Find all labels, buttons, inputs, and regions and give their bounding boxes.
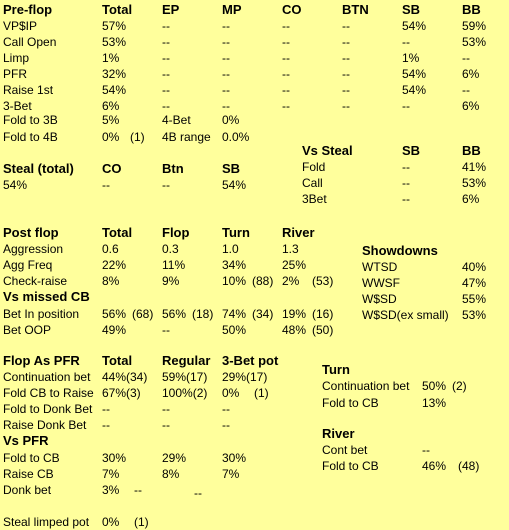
vs-steal-row-label: Call — [302, 176, 323, 190]
bet-oop-river-count: (50) — [312, 323, 334, 337]
preflop-cell: 54% — [402, 67, 427, 81]
preflop-cell: -- — [462, 83, 470, 97]
check-raise-river: 2% — [282, 274, 300, 288]
bet-oop-flop: -- — [162, 323, 170, 337]
preflop-cell: -- — [342, 35, 350, 49]
fold-cb-raise-total-count: (3) — [126, 386, 141, 400]
turn-cbet-label: Continuation bet — [322, 379, 410, 393]
preflop-cell: 32% — [102, 67, 127, 81]
cbet-3bet-count: (17) — [246, 370, 268, 384]
preflop-cell: -- — [222, 67, 230, 81]
preflop-cell: 54% — [402, 19, 427, 33]
bet-ip-flop-count: (18) — [192, 307, 214, 321]
preflop-row-label: Raise 1st — [3, 83, 54, 97]
donk-bet-label: Donk bet — [3, 483, 52, 497]
showdown-label: WWSF — [362, 276, 400, 290]
turn-cbet-value: 50% — [422, 379, 447, 393]
donk-bet-total: 3% — [102, 483, 120, 497]
agg-freq-total: 22% — [102, 258, 127, 272]
preflop-cell: -- — [162, 99, 170, 113]
turn-fold-cb-value: 13% — [422, 396, 447, 410]
bet-oop-river: 48% — [282, 323, 307, 337]
preflop-cell: -- — [342, 51, 350, 65]
turn-title: Turn — [322, 362, 350, 377]
river-cont-bet-value: -- — [422, 443, 430, 457]
preflop-cell: -- — [222, 99, 230, 113]
donk-bet-3bet: -- — [194, 486, 202, 500]
raise-cb-regular: 8% — [162, 467, 180, 481]
preflop-cell: -- — [222, 35, 230, 49]
check-raise-total: 8% — [102, 274, 120, 288]
steal-limped-value: 0% — [102, 515, 120, 529]
preflop-row-label: Limp — [3, 51, 30, 65]
preflop-row-label: VP$IP — [3, 19, 38, 33]
steal-limped-label: Steal limped pot — [3, 515, 90, 529]
check-raise-flop: 9% — [162, 274, 180, 288]
aggression-total: 0.6 — [102, 242, 119, 256]
showdown-label: WTSD — [362, 260, 398, 274]
showdown-value: 47% — [462, 276, 487, 290]
preflop-cell: -- — [222, 19, 230, 33]
preflop-cell: -- — [222, 51, 230, 65]
fold-to-cb-regular: 29% — [162, 451, 187, 465]
fold-donk-label: Fold to Donk Bet — [3, 402, 93, 416]
vs-steal-title: Vs Steal — [302, 143, 353, 158]
check-raise-river-count: (53) — [312, 274, 334, 288]
fold-cb-raise-3bet-count: (1) — [254, 386, 269, 400]
bet-ip-river-count: (16) — [312, 307, 334, 321]
preflop-cell: -- — [282, 99, 290, 113]
fold-to-cb-total: 30% — [102, 451, 127, 465]
cbet-total: 44% — [102, 370, 127, 384]
preflop-header-btn: BTN — [342, 2, 369, 17]
postflop-header-turn: Turn — [222, 225, 250, 240]
flop-pfr-header-total: Total — [102, 353, 133, 368]
raise-donk-regular: -- — [162, 418, 170, 432]
fold-to-cb-label: Fold to CB — [3, 451, 60, 465]
bet-oop-label: Bet OOP — [3, 323, 52, 337]
steal-co-value: -- — [102, 178, 110, 192]
fold-to-3b-label: Fold to 3B — [3, 113, 58, 127]
cbet-total-count: (34) — [126, 370, 148, 384]
showdown-label: W$SD(ex small) — [362, 308, 449, 322]
cbet-label: Continuation bet — [3, 370, 91, 384]
bet-ip-total: 56% — [102, 307, 127, 321]
fold-donk-total: -- — [102, 402, 110, 416]
agg-freq-label: Agg Freq — [3, 258, 53, 272]
preflop-cell: -- — [282, 19, 290, 33]
preflop-cell: 54% — [402, 83, 427, 97]
vs-steal-cell: 41% — [462, 160, 487, 174]
raise-cb-total: 7% — [102, 467, 120, 481]
four-bet-range-label: 4B range — [162, 130, 211, 144]
vs-steal-header-sb: SB — [402, 143, 421, 158]
aggression-label: Aggression — [3, 242, 64, 256]
river-cont-bet-label: Cont bet — [322, 443, 368, 457]
check-raise-turn-count: (88) — [252, 274, 274, 288]
preflop-cell: -- — [282, 51, 290, 65]
cbet-3bet: 29% — [222, 370, 247, 384]
flop-pfr-header-3bet: 3-Bet pot — [222, 353, 279, 368]
preflop-cell: -- — [462, 51, 470, 65]
river-fold-cb-value: 46% — [422, 459, 447, 473]
preflop-cell: -- — [342, 99, 350, 113]
river-fold-cb-label: Fold to CB — [322, 459, 379, 473]
preflop-cell: 6% — [462, 99, 480, 113]
steal-limped-count: (1) — [134, 515, 149, 529]
preflop-cell: 53% — [462, 35, 487, 49]
bet-ip-total-count: (68) — [132, 307, 154, 321]
preflop-title: Pre-flop — [3, 2, 53, 17]
bet-in-position-label: Bet In position — [3, 307, 80, 321]
preflop-cell: -- — [282, 35, 290, 49]
vs-steal-cell: 6% — [462, 192, 480, 206]
preflop-cell: -- — [162, 19, 170, 33]
vs-steal-header-bb: BB — [462, 143, 481, 158]
vs-steal-row-label: 3Bet — [302, 192, 327, 206]
preflop-cell: -- — [342, 83, 350, 97]
fold-donk-3bet: -- — [222, 402, 230, 416]
postflop-header-flop: Flop — [162, 225, 190, 240]
preflop-cell: 1% — [102, 51, 120, 65]
agg-freq-flop: 11% — [162, 258, 186, 272]
agg-freq-river: 25% — [282, 258, 307, 272]
vs-steal-cell: -- — [402, 192, 410, 206]
fold-cb-raise-3bet: 0% — [222, 386, 240, 400]
preflop-cell: 54% — [102, 83, 127, 97]
preflop-cell: -- — [162, 35, 170, 49]
steal-btn-value: -- — [162, 178, 170, 192]
preflop-cell: 53% — [102, 35, 127, 49]
river-fold-cb-count: (48) — [458, 459, 480, 473]
preflop-cell: -- — [402, 99, 410, 113]
preflop-cell: -- — [162, 83, 170, 97]
preflop-cell: -- — [282, 67, 290, 81]
steal-title: Steal (total) — [3, 161, 74, 176]
preflop-cell: 1% — [402, 51, 420, 65]
four-bet-range-value: 0.0% — [222, 130, 250, 144]
steal-header-sb: SB — [222, 161, 241, 176]
bet-ip-flop: 56% — [162, 307, 187, 321]
preflop-header-co: CO — [282, 2, 302, 17]
donk-bet-regular: -- — [134, 483, 142, 497]
turn-fold-cb-label: Fold to CB — [322, 396, 379, 410]
aggression-flop: 0.3 — [162, 242, 179, 256]
preflop-header-bb: BB — [462, 2, 481, 17]
showdown-value: 53% — [462, 308, 487, 322]
preflop-cell: 6% — [102, 99, 120, 113]
bet-oop-turn: 50% — [222, 323, 247, 337]
showdown-value: 40% — [462, 260, 487, 274]
showdown-label: W$SD — [362, 292, 397, 306]
cbet-regular: 59% — [162, 370, 187, 384]
bet-oop-total: 49% — [102, 323, 127, 337]
four-bet-value: 0% — [222, 113, 240, 127]
check-raise-turn: 10% — [222, 274, 247, 288]
cbet-regular-count: (17) — [186, 370, 208, 384]
preflop-cell: 57% — [102, 19, 127, 33]
fold-cb-raise-total: 67% — [102, 386, 127, 400]
four-bet-label: 4-Bet — [162, 113, 191, 127]
postflop-header-total: Total — [102, 225, 133, 240]
postflop-header-river: River — [282, 225, 315, 240]
fold-to-3b-value: 5% — [102, 113, 120, 127]
vs-steal-row-label: Fold — [302, 160, 326, 174]
turn-cbet-count: (2) — [452, 379, 467, 393]
agg-freq-turn: 34% — [222, 258, 247, 272]
preflop-cell: -- — [402, 35, 410, 49]
vs-missed-cb-title: Vs missed CB — [3, 289, 90, 304]
preflop-cell: -- — [342, 67, 350, 81]
fold-cb-raise-regular: 100%(2) — [162, 386, 208, 400]
vs-steal-cell: -- — [402, 160, 410, 174]
steal-sb-value: 54% — [222, 178, 247, 192]
river-title: River — [322, 426, 355, 441]
raise-donk-3bet: -- — [222, 418, 230, 432]
raise-cb-3bet: 7% — [222, 467, 240, 481]
fold-to-4b-label: Fold to 4B — [3, 130, 58, 144]
preflop-cell: 6% — [462, 67, 480, 81]
bet-ip-turn-count: (34) — [252, 307, 274, 321]
preflop-cell: -- — [162, 67, 170, 81]
preflop-header-ep: EP — [162, 2, 180, 17]
preflop-header-mp: MP — [222, 2, 242, 17]
aggression-river: 1.3 — [282, 242, 299, 256]
preflop-header-sb: SB — [402, 2, 421, 17]
flop-pfr-header-regular: Regular — [162, 353, 211, 368]
preflop-row-label: Call Open — [3, 35, 57, 49]
check-raise-label: Check-raise — [3, 274, 68, 288]
showdowns-title: Showdowns — [362, 243, 438, 258]
fold-to-4b-value: 0% — [102, 130, 120, 144]
preflop-header-total: Total — [102, 2, 133, 17]
showdown-value: 55% — [462, 292, 487, 306]
fold-to-4b-count: (1) — [130, 130, 145, 144]
raise-donk-total: -- — [102, 418, 110, 432]
preflop-cell: -- — [162, 51, 170, 65]
preflop-cell: -- — [342, 19, 350, 33]
aggression-turn: 1.0 — [222, 242, 239, 256]
steal-total-value: 54% — [3, 178, 28, 192]
raise-cb-label: Raise CB — [3, 467, 54, 481]
preflop-cell: -- — [282, 83, 290, 97]
bet-ip-turn: 74% — [222, 307, 247, 321]
vs-steal-cell: 53% — [462, 176, 487, 190]
postflop-title: Post flop — [3, 225, 59, 240]
preflop-row-label: PFR — [3, 67, 27, 81]
preflop-row-label: 3-Bet — [3, 99, 32, 113]
preflop-cell: -- — [222, 83, 230, 97]
fold-donk-regular: -- — [162, 402, 170, 416]
bet-ip-river: 19% — [282, 307, 307, 321]
steal-header-co: CO — [102, 161, 122, 176]
raise-donk-label: Raise Donk Bet — [3, 418, 87, 432]
flop-pfr-title: Flop As PFR — [3, 353, 80, 368]
preflop-cell: 59% — [462, 19, 487, 33]
vs-pfr-title: Vs PFR — [3, 433, 49, 448]
fold-to-cb-3bet: 30% — [222, 451, 247, 465]
vs-steal-cell: -- — [402, 176, 410, 190]
fold-cb-raise-label: Fold CB to Raise — [3, 386, 94, 400]
steal-header-btn: Btn — [162, 161, 184, 176]
